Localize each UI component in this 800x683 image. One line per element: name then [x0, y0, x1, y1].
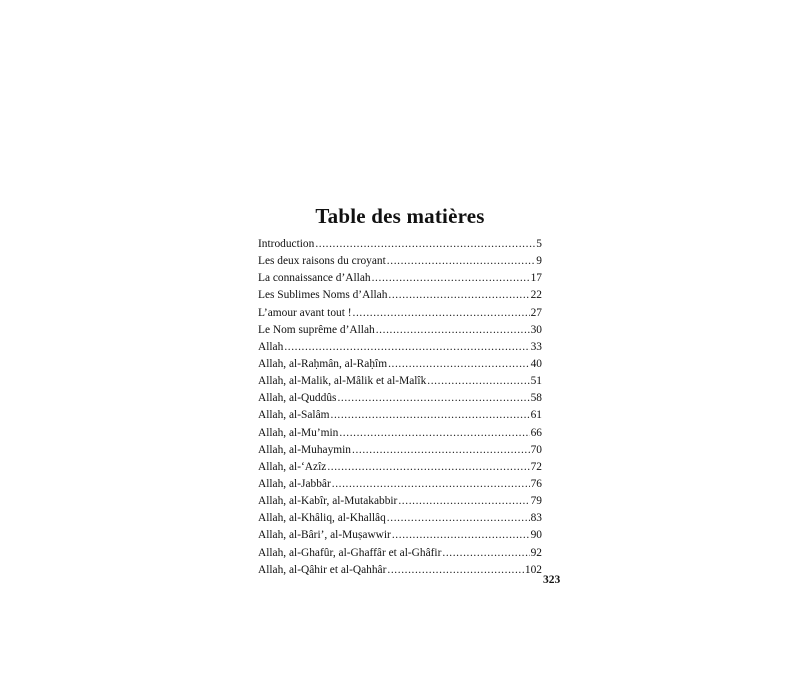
toc-entry-title: Allah, al-Salâm	[258, 409, 330, 422]
toc-entry	[258, 270, 542, 287]
toc-entry-page: 40	[530, 357, 542, 370]
toc-entry-title: Le Nom suprême d’Allah	[258, 323, 375, 336]
toc-entry-page: 92	[530, 546, 542, 559]
toc-entry-title: Allah, al-‘Azîz	[258, 460, 327, 473]
toc-dot-leader	[331, 407, 530, 424]
toc-dot-leader	[353, 305, 530, 322]
toc-entry-page: 30	[530, 323, 542, 336]
toc-entry-title: Allah, al-Mu’min	[258, 426, 339, 439]
toc-entry-page: 51	[530, 375, 542, 388]
toc-entry	[258, 459, 542, 476]
toc-entry-page: 22	[530, 289, 542, 302]
toc-dot-leader	[352, 442, 530, 459]
toc-entry	[258, 562, 542, 579]
toc-entry-title: Allah, al-Qâhir et al-Qahhâr	[258, 563, 387, 576]
toc-dot-leader	[387, 253, 536, 270]
toc-dot-leader	[387, 562, 524, 579]
toc-entry	[258, 356, 542, 373]
toc-entry-title: Allah	[258, 340, 284, 353]
toc-entry-title: Introduction	[258, 238, 315, 250]
toc-entry	[258, 322, 542, 339]
toc-entry-page: 33	[530, 340, 542, 353]
toc-entry-page: 27	[530, 306, 542, 319]
toc-entry	[258, 287, 542, 304]
toc-entry-page: 79	[530, 495, 542, 508]
page-number: 323	[543, 574, 561, 586]
toc-entry	[258, 407, 542, 424]
toc-entry-page: 83	[530, 512, 542, 525]
toc-entry-page: 90	[530, 529, 542, 542]
toc-entry-page: 9	[536, 255, 542, 268]
toc-entry	[258, 425, 542, 442]
toc-dot-leader	[442, 545, 529, 562]
toc-entry	[258, 476, 542, 493]
toc-dot-leader	[327, 459, 529, 476]
toc-entry-page: 102	[524, 563, 542, 576]
toc-entry	[258, 236, 542, 253]
page-title: Table des matières	[315, 204, 485, 229]
toc-dot-leader	[388, 356, 530, 373]
toc-entry-title: Allah, al-Raḥmân, al-Raḥîm	[258, 357, 388, 370]
toc-entry-title: Allah, al-Ghafûr, al-Ghaffâr et al-Ghâfir	[258, 546, 442, 559]
toc-entry	[258, 305, 542, 322]
toc-entry	[258, 442, 542, 459]
toc-entry-title: Allah, al-Malik, al-Mâlik et al-Malîk	[258, 375, 427, 388]
toc-dot-leader	[332, 476, 530, 493]
toc-dot-leader	[392, 527, 530, 544]
toc-entry-title: Les deux raisons du croyant	[258, 255, 386, 268]
toc-entry-title: Les Sublimes Noms d’Allah	[258, 289, 388, 302]
toc-entry-title: L’amour avant tout !	[258, 306, 352, 319]
toc-entry-title: Allah, al-Quddûs	[258, 392, 337, 405]
toc-entry	[258, 545, 542, 562]
toc-entry-title: La connaissance d’Allah	[258, 272, 371, 285]
toc-entry-page: 17	[530, 272, 542, 285]
toc-entry	[258, 339, 542, 356]
toc-entry-page: 5	[536, 238, 542, 250]
toc-entry	[258, 253, 542, 270]
toc-dot-leader	[339, 425, 529, 442]
toc-entry	[258, 493, 542, 510]
toc-dot-leader	[372, 270, 530, 287]
toc-entry	[258, 390, 542, 407]
toc-dot-leader	[398, 493, 529, 510]
toc-entry-title: Allah, al-Bâri’, al-Muṣawwir	[258, 529, 391, 542]
toc-entry-page: 66	[530, 426, 542, 439]
toc-entry-page: 61	[530, 409, 542, 422]
table-of-contents	[258, 236, 542, 579]
toc-entry-title: Allah, al-Jabbâr	[258, 477, 331, 490]
toc-entry-title: Allah, al-Muhaymin	[258, 443, 352, 456]
toc-entry-title: Allah, al-Khâliq, al-Khallâq	[258, 512, 386, 525]
toc-entry-page: 72	[530, 460, 542, 473]
toc-dot-leader	[387, 510, 530, 527]
toc-dot-leader	[337, 390, 529, 407]
toc-dot-leader	[315, 236, 535, 253]
toc-dot-leader	[376, 322, 530, 339]
toc-entry-page: 58	[530, 392, 542, 405]
toc-dot-leader	[427, 373, 529, 390]
toc-entry-title: Allah, al-Kabîr, al-Mutakabbir	[258, 495, 398, 508]
toc-entry-page: 70	[530, 443, 542, 456]
toc-dot-leader	[388, 287, 529, 304]
toc-entry-page: 76	[530, 477, 542, 490]
toc-entry	[258, 527, 542, 544]
toc-entry	[258, 510, 542, 527]
toc-dot-leader	[284, 339, 529, 356]
toc-entry	[258, 373, 542, 390]
